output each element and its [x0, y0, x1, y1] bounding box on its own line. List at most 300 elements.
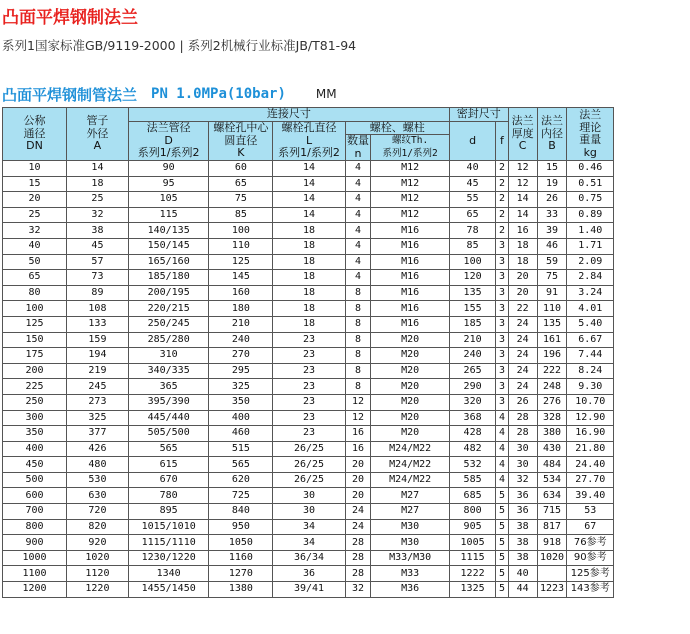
- table-cell: M20: [371, 410, 449, 426]
- table-cell: M12: [371, 176, 449, 192]
- table-cell: 265: [449, 363, 495, 379]
- table-cell: 670: [128, 472, 209, 488]
- table-cell: 76参考: [567, 535, 614, 551]
- table-cell: 18: [273, 301, 345, 317]
- table-cell: 4: [345, 254, 371, 270]
- table-cell: M33: [371, 566, 449, 582]
- table-cell: 320: [449, 394, 495, 410]
- table-cell: 27.70: [567, 472, 614, 488]
- table-cell: 26: [537, 192, 567, 208]
- table-cell: 530: [66, 472, 128, 488]
- table-cell: 23: [273, 332, 345, 348]
- table-cell: 450: [3, 457, 67, 473]
- table-cell: 725: [209, 488, 273, 504]
- table-cell: 270: [209, 348, 273, 364]
- table-cell: 285/280: [128, 332, 209, 348]
- table-cell: 4: [345, 238, 371, 254]
- table-cell: 210: [449, 332, 495, 348]
- table-cell: 32: [3, 223, 67, 239]
- table-cell: 3.24: [567, 285, 614, 301]
- table-cell: 12: [345, 410, 371, 426]
- table-cell: 800: [449, 504, 495, 520]
- table-cell: 515: [209, 441, 273, 457]
- table-cell: 400: [3, 441, 67, 457]
- table-cell: 630: [66, 488, 128, 504]
- table-cell: 1015/1010: [128, 519, 209, 535]
- table-cell: M12: [371, 207, 449, 223]
- table-cell: M12: [371, 192, 449, 208]
- table-cell: 1340: [128, 566, 209, 582]
- table-cell: 8: [345, 285, 371, 301]
- table-cell: 1005: [449, 535, 495, 551]
- table-cell: 150/145: [128, 238, 209, 254]
- table-cell: 2: [496, 223, 508, 239]
- table-row: [3, 192, 614, 208]
- table-cell: 817: [537, 519, 567, 535]
- table-cell: 91: [537, 285, 567, 301]
- table-cell: M24/M22: [371, 457, 449, 473]
- pressure-rating: PN 1.0MPa(10bar): [151, 86, 286, 102]
- table-cell: 1220: [66, 582, 128, 598]
- table-cell: 1380: [209, 582, 273, 598]
- table-cell: 484: [537, 457, 567, 473]
- table-cell: 310: [128, 348, 209, 364]
- table-cell: 290: [449, 379, 495, 395]
- table-cell: 325: [209, 379, 273, 395]
- table-cell: 1115/1110: [128, 535, 209, 551]
- table-cell: M30: [371, 519, 449, 535]
- table-cell: 900: [3, 535, 67, 551]
- standards-note: 系列1国家标准GB/9119-2000 | 系列2机械行业标准JB/T81-94: [2, 38, 357, 53]
- table-cell: 248: [537, 379, 567, 395]
- table-cell: 20: [345, 488, 371, 504]
- table-row: [3, 301, 614, 317]
- table-cell: 2: [496, 192, 508, 208]
- table-row: [3, 519, 614, 535]
- table-cell: 30: [273, 504, 345, 520]
- table-cell: 16: [345, 426, 371, 442]
- table-cell: 3: [496, 379, 508, 395]
- table-cell: 32: [508, 472, 537, 488]
- table-cell: 365: [128, 379, 209, 395]
- table-cell: 38: [508, 535, 537, 551]
- table-cell: 19: [537, 176, 567, 192]
- table-cell: 34: [273, 519, 345, 535]
- table-cell: 14: [508, 207, 537, 223]
- table-cell: 44: [508, 582, 537, 598]
- table-cell: 30: [273, 488, 345, 504]
- table-cell: 532: [449, 457, 495, 473]
- table-cell: 328: [537, 410, 567, 426]
- table-cell: 26: [508, 394, 537, 410]
- table-cell: 14: [273, 161, 345, 177]
- table-cell: 377: [66, 426, 128, 442]
- table-cell: 38: [508, 519, 537, 535]
- table-cell: 200/195: [128, 285, 209, 301]
- table-cell: 23: [273, 363, 345, 379]
- table-cell: 4: [496, 410, 508, 426]
- table-cell: 534: [537, 472, 567, 488]
- header-seal: 密封尺寸: [449, 108, 508, 122]
- table-cell: 500: [3, 472, 67, 488]
- flange-spec-table: [2, 107, 614, 598]
- header-bolt-qty: 数量 n: [347, 134, 370, 160]
- table-cell: 5: [496, 550, 508, 566]
- table-cell: 57: [66, 254, 128, 270]
- table-cell: 39/41: [273, 582, 345, 598]
- table-cell: 110: [209, 238, 273, 254]
- table-cell: 2: [496, 176, 508, 192]
- table-row: [3, 441, 614, 457]
- table-cell: 89: [66, 285, 128, 301]
- table-cell: 36: [508, 488, 537, 504]
- table-cell: 3: [496, 270, 508, 286]
- table-cell: 38: [66, 223, 128, 239]
- table-cell: 32: [66, 207, 128, 223]
- table-cell: 185/180: [128, 270, 209, 286]
- table-cell: 8.24: [567, 363, 614, 379]
- table-cell: 18: [273, 316, 345, 332]
- table-cell: 720: [66, 504, 128, 520]
- table-cell: 634: [537, 488, 567, 504]
- table-cell: 565: [128, 441, 209, 457]
- table-cell: 273: [66, 394, 128, 410]
- table-cell: 295: [209, 363, 273, 379]
- header-bolt: 螺栓、螺柱: [345, 121, 449, 135]
- header-thickness: 法兰 厚度 C: [508, 108, 537, 161]
- table-cell: 15: [3, 176, 67, 192]
- table-cell: 1.71: [567, 238, 614, 254]
- table-cell: [537, 566, 567, 582]
- table-cell: 240: [209, 332, 273, 348]
- table-cell: 5: [496, 488, 508, 504]
- table-cell: 28: [345, 566, 371, 582]
- table-cell: 350: [209, 394, 273, 410]
- table-cell: 219: [66, 363, 128, 379]
- table-cell: 90: [128, 161, 209, 177]
- table-cell: 78: [449, 223, 495, 239]
- table-cell: 135: [449, 285, 495, 301]
- header-connection: 连接尺寸: [128, 108, 449, 122]
- table-row: [3, 238, 614, 254]
- table-cell: 34: [273, 535, 345, 551]
- table-cell: 210: [209, 316, 273, 332]
- unit-label: MM: [315, 87, 337, 101]
- table-cell: 20: [345, 472, 371, 488]
- table-row: [3, 363, 614, 379]
- table-cell: M33/M30: [371, 550, 449, 566]
- table-cell: 8: [345, 348, 371, 364]
- table-cell: 20: [508, 270, 537, 286]
- table-cell: 4: [345, 270, 371, 286]
- table-cell: 125: [3, 316, 67, 332]
- table-cell: 8: [345, 316, 371, 332]
- table-row: [3, 316, 614, 332]
- table-cell: 120: [449, 270, 495, 286]
- table-cell: 75: [537, 270, 567, 286]
- table-cell: 160: [209, 285, 273, 301]
- header-inner-dia: 法兰 内径 B: [537, 108, 567, 161]
- table-cell: 3: [496, 285, 508, 301]
- table-cell: 325: [66, 410, 128, 426]
- table-cell: 65: [3, 270, 67, 286]
- table-cell: 12: [345, 394, 371, 410]
- table-cell: 700: [3, 504, 67, 520]
- table-cell: 12.90: [567, 410, 614, 426]
- table-cell: 23: [273, 348, 345, 364]
- table-cell: 40: [508, 566, 537, 582]
- table-cell: 24: [345, 504, 371, 520]
- table-cell: 2: [496, 161, 508, 177]
- table-cell: 100: [3, 301, 67, 317]
- table-cell: 28: [345, 550, 371, 566]
- page-title: 凸面平焊钢制法兰: [2, 8, 138, 28]
- table-cell: M24/M22: [371, 441, 449, 457]
- table-cell: 65: [209, 176, 273, 192]
- table-cell: 4: [345, 176, 371, 192]
- table-cell: 340/335: [128, 363, 209, 379]
- table-row: [3, 410, 614, 426]
- table-cell: 5: [496, 519, 508, 535]
- table-cell: 32: [345, 582, 371, 598]
- table-row: [3, 161, 614, 177]
- table-cell: 159: [66, 332, 128, 348]
- table-cell: 840: [209, 504, 273, 520]
- table-row: [3, 472, 614, 488]
- table-cell: 36/34: [273, 550, 345, 566]
- header-pipe-od: 管子 外径 A: [66, 108, 128, 161]
- table-cell: 125: [209, 254, 273, 270]
- table-cell: 1455/1450: [128, 582, 209, 598]
- table-cell: 5: [496, 566, 508, 582]
- table-row: [3, 550, 614, 566]
- table-cell: 59: [537, 254, 567, 270]
- table-cell: 250/245: [128, 316, 209, 332]
- table-cell: 18: [273, 238, 345, 254]
- table-cell: 395/390: [128, 394, 209, 410]
- table-cell: 0.51: [567, 176, 614, 192]
- table-cell: 194: [66, 348, 128, 364]
- table-cell: 175: [3, 348, 67, 364]
- table-cell: 23: [273, 426, 345, 442]
- table-cell: 800: [3, 519, 67, 535]
- table-cell: 26/25: [273, 457, 345, 473]
- table-cell: 14: [273, 207, 345, 223]
- table-row: [3, 207, 614, 223]
- table-row: [3, 379, 614, 395]
- table-row: [3, 285, 614, 301]
- table-cell: 39: [537, 223, 567, 239]
- table-cell: 480: [66, 457, 128, 473]
- table-cell: 145: [209, 270, 273, 286]
- table-cell: 600: [3, 488, 67, 504]
- table-row: [3, 535, 614, 551]
- table-cell: 60: [209, 161, 273, 177]
- table-cell: 180: [209, 301, 273, 317]
- table-cell: 1325: [449, 582, 495, 598]
- table-cell: 565: [209, 457, 273, 473]
- table-cell: M20: [371, 394, 449, 410]
- header-weight: 法兰 理论 重量 kg: [567, 108, 614, 161]
- header-bolt-thread: 螺纹Th. 系列1/系列2: [371, 135, 449, 161]
- table-cell: 505/500: [128, 426, 209, 442]
- table-cell: 18: [508, 254, 537, 270]
- table-cell: 2.84: [567, 270, 614, 286]
- table-cell: 920: [66, 535, 128, 551]
- table-cell: 100: [209, 223, 273, 239]
- table-cell: 36: [508, 504, 537, 520]
- table-cell: 28: [345, 535, 371, 551]
- table-cell: 18: [66, 176, 128, 192]
- table-cell: 18: [273, 254, 345, 270]
- table-cell: 0.46: [567, 161, 614, 177]
- table-cell: M30: [371, 535, 449, 551]
- table-cell: 222: [537, 363, 567, 379]
- table-cell: 245: [66, 379, 128, 395]
- table-cell: 24: [508, 332, 537, 348]
- header-flange-od: 法兰管径 D 系列1/系列2: [128, 121, 209, 161]
- table-cell: 33: [537, 207, 567, 223]
- table-cell: 400: [209, 410, 273, 426]
- table-cell: 50: [3, 254, 67, 270]
- table-cell: 2.09: [567, 254, 614, 270]
- table-cell: 368: [449, 410, 495, 426]
- table-cell: 40: [3, 238, 67, 254]
- table-cell: M20: [371, 426, 449, 442]
- table-body: [3, 161, 614, 598]
- table-cell: 67: [567, 519, 614, 535]
- table-cell: 4: [345, 161, 371, 177]
- table-cell: 905: [449, 519, 495, 535]
- table-cell: 95: [128, 176, 209, 192]
- table-cell: 620: [209, 472, 273, 488]
- table-cell: 918: [537, 535, 567, 551]
- table-cell: 3: [496, 394, 508, 410]
- table-cell: 115: [128, 207, 209, 223]
- table-cell: 150: [3, 332, 67, 348]
- table-cell: 155: [449, 301, 495, 317]
- table-cell: 125参考: [567, 566, 614, 582]
- table-cell: 4: [496, 472, 508, 488]
- table-row: [3, 270, 614, 286]
- table-cell: 250: [3, 394, 67, 410]
- table-cell: 950: [209, 519, 273, 535]
- table-cell: M16: [371, 301, 449, 317]
- table-cell: M16: [371, 238, 449, 254]
- table-cell: 133: [66, 316, 128, 332]
- table-cell: 585: [449, 472, 495, 488]
- table-cell: 5: [496, 582, 508, 598]
- table-cell: 3: [496, 332, 508, 348]
- table-cell: 4: [345, 207, 371, 223]
- table-cell: 4.01: [567, 301, 614, 317]
- table-cell: M16: [371, 285, 449, 301]
- table-cell: 38: [508, 550, 537, 566]
- table-cell: 24: [508, 348, 537, 364]
- table-cell: 820: [66, 519, 128, 535]
- table-cell: 350: [3, 426, 67, 442]
- table-cell: 80: [3, 285, 67, 301]
- table-cell: 1000: [3, 550, 67, 566]
- table-cell: 26/25: [273, 472, 345, 488]
- table-cell: 23: [273, 394, 345, 410]
- table-cell: M16: [371, 254, 449, 270]
- table-cell: 276: [537, 394, 567, 410]
- table-cell: 90参考: [567, 550, 614, 566]
- table-cell: 24: [508, 316, 537, 332]
- table-cell: M27: [371, 488, 449, 504]
- table-cell: 7.44: [567, 348, 614, 364]
- table-cell: 23: [273, 379, 345, 395]
- table-cell: 780: [128, 488, 209, 504]
- table-cell: 30: [508, 457, 537, 473]
- table-cell: 1020: [537, 550, 567, 566]
- table-row: [3, 504, 614, 520]
- table-cell: 1.40: [567, 223, 614, 239]
- table-row: [3, 582, 614, 598]
- table-cell: 23: [273, 410, 345, 426]
- table-cell: 715: [537, 504, 567, 520]
- table-cell: 185: [449, 316, 495, 332]
- table-cell: 46: [537, 238, 567, 254]
- table-row: [3, 457, 614, 473]
- table-cell: 24.40: [567, 457, 614, 473]
- table-cell: 14: [508, 192, 537, 208]
- table-cell: 5: [496, 535, 508, 551]
- table-cell: 24: [345, 519, 371, 535]
- table-cell: 24: [508, 363, 537, 379]
- table-cell: M27: [371, 504, 449, 520]
- table-cell: 110: [537, 301, 567, 317]
- table-cell: M16: [371, 270, 449, 286]
- table-cell: 25: [66, 192, 128, 208]
- table-cell: M20: [371, 348, 449, 364]
- table-cell: 5: [496, 504, 508, 520]
- table-cell: 8: [345, 379, 371, 395]
- table-cell: 482: [449, 441, 495, 457]
- table-cell: M20: [371, 332, 449, 348]
- table-cell: M20: [371, 363, 449, 379]
- table-cell: 45: [449, 176, 495, 192]
- table-cell: 1222: [449, 566, 495, 582]
- table-heading: [2, 84, 337, 104]
- table-cell: 135: [537, 316, 567, 332]
- table-cell: 1100: [3, 566, 67, 582]
- table-cell: 40: [449, 161, 495, 177]
- table-row: [3, 348, 614, 364]
- table-cell: 1200: [3, 582, 67, 598]
- table-cell: 24: [508, 379, 537, 395]
- table-cell: 85: [449, 238, 495, 254]
- table-cell: 4: [345, 223, 371, 239]
- table-cell: 3: [496, 348, 508, 364]
- table-cell: 300: [3, 410, 67, 426]
- table-cell: 1050: [209, 535, 273, 551]
- table-cell: 55: [449, 192, 495, 208]
- table-cell: 3: [496, 238, 508, 254]
- table-cell: 3: [496, 316, 508, 332]
- table-cell: 4: [345, 192, 371, 208]
- table-cell: 460: [209, 426, 273, 442]
- table-cell: 85: [209, 207, 273, 223]
- table-cell: 28: [508, 426, 537, 442]
- table-cell: M24/M22: [371, 472, 449, 488]
- table-cell: 3: [496, 301, 508, 317]
- table-cell: 1120: [66, 566, 128, 582]
- table-cell: 895: [128, 504, 209, 520]
- table-cell: 2: [496, 207, 508, 223]
- table-cell: 426: [66, 441, 128, 457]
